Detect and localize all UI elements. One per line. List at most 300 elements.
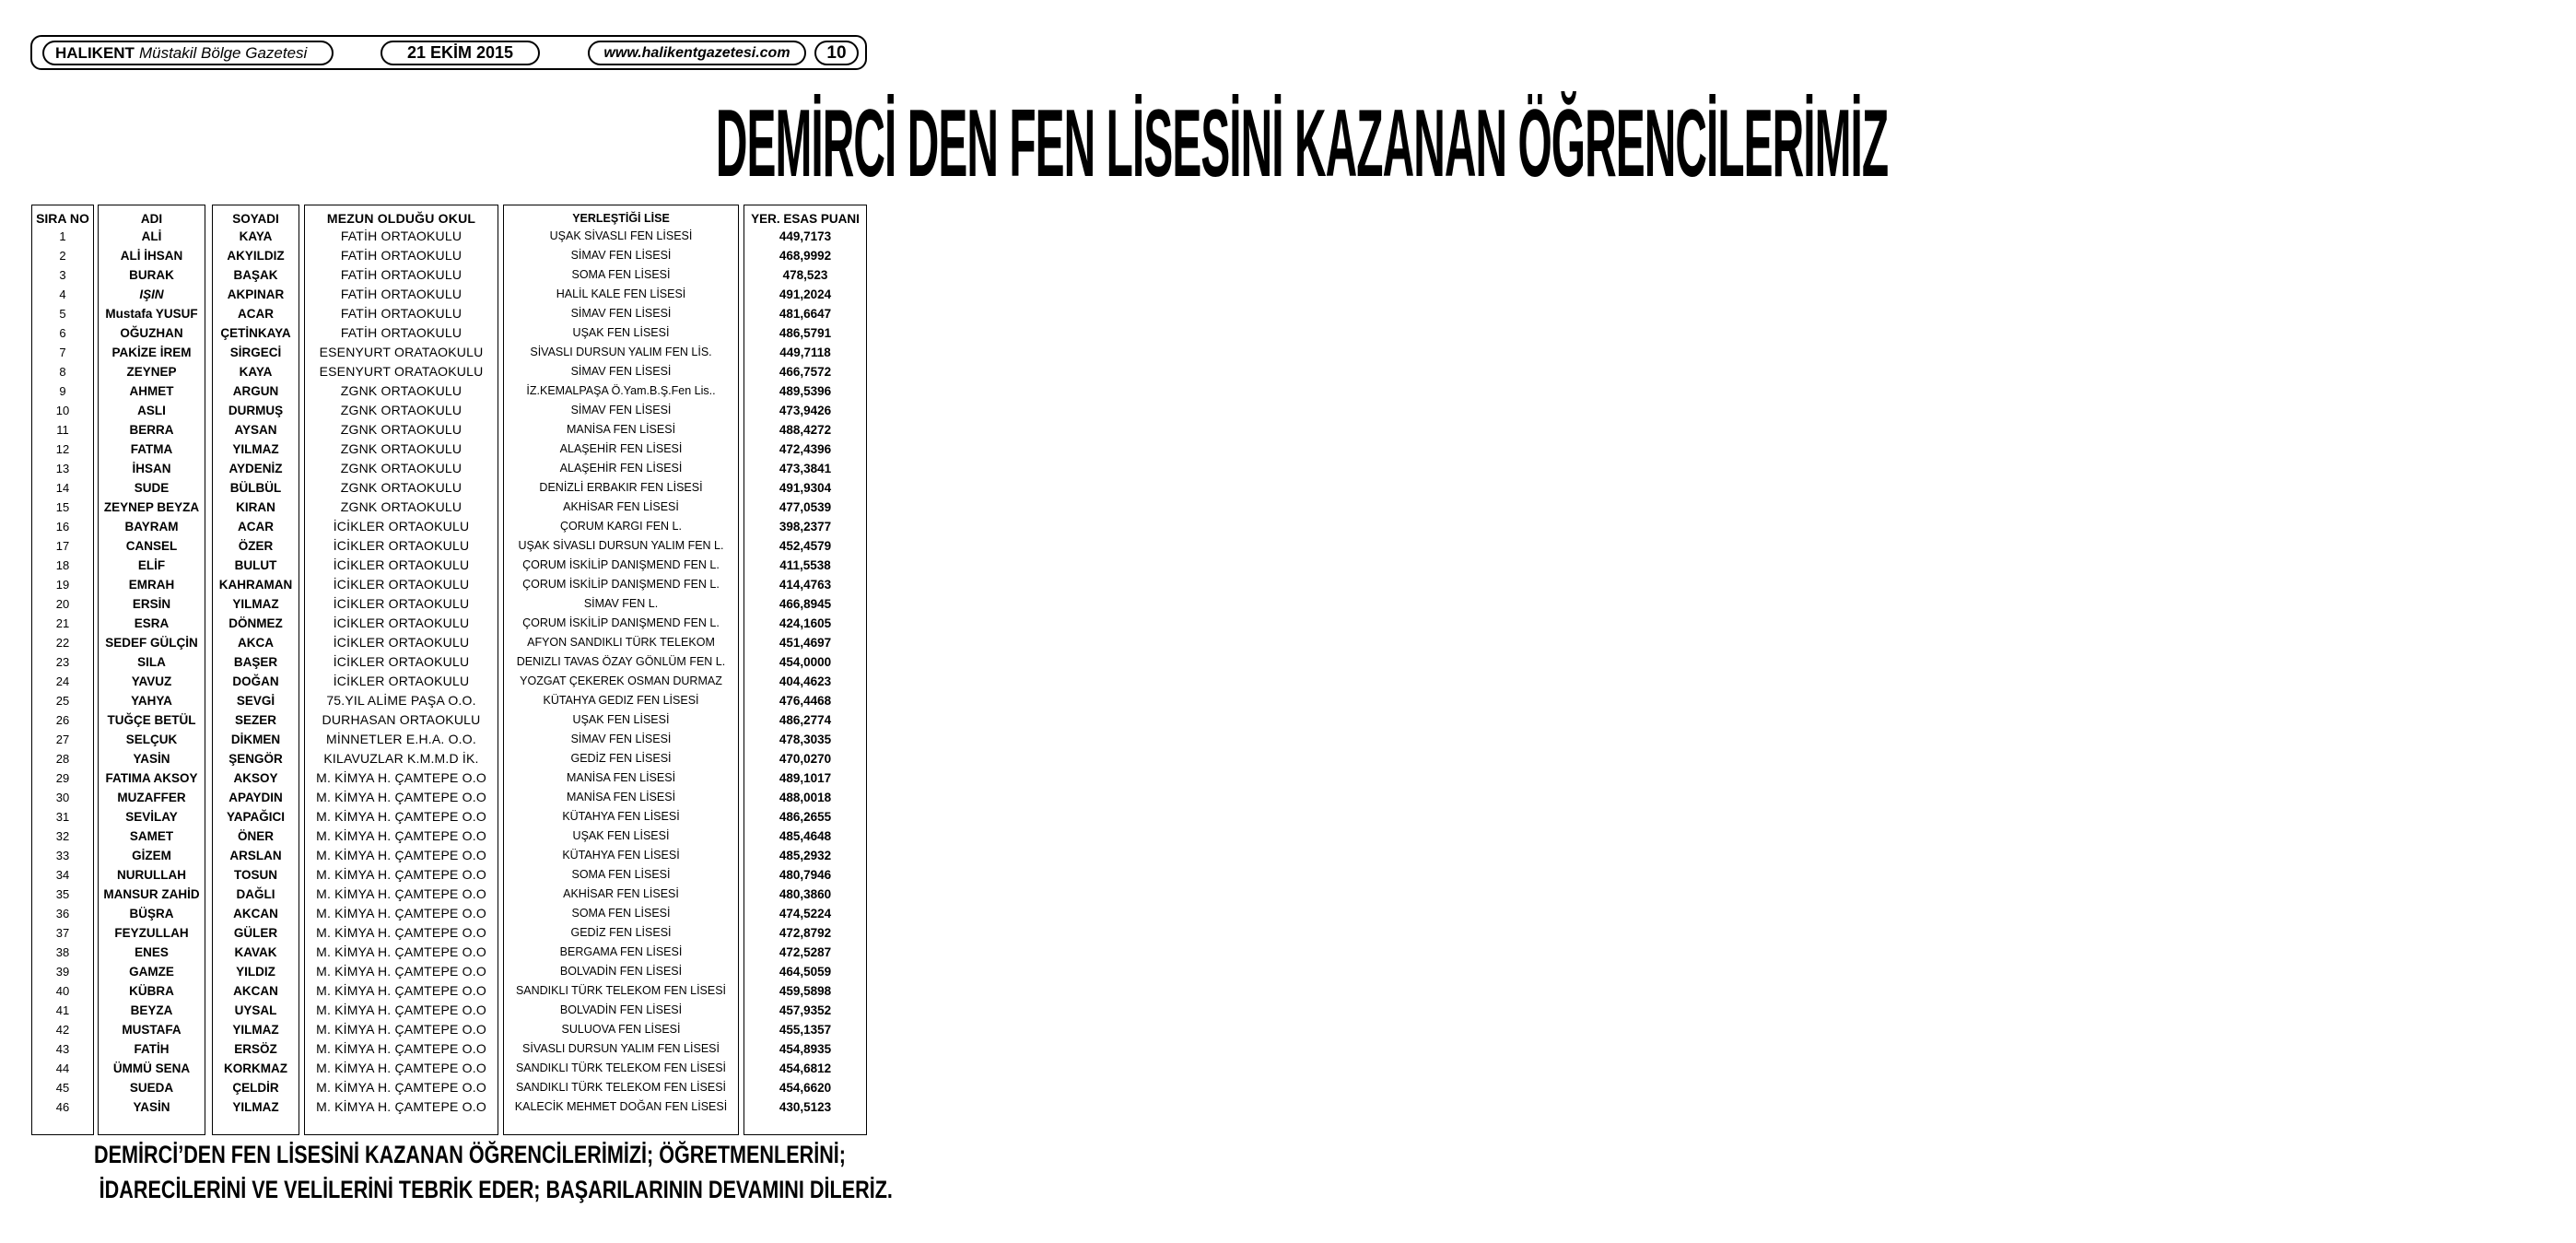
- cell-mezun-okul: ZGNK ORTAOKULU: [340, 383, 463, 398]
- cell-yerlestigi-lise: UŞAK FEN LİSESİ: [572, 829, 670, 842]
- cell-esas-puan: 485,4648: [779, 829, 832, 843]
- cell-sira-no: 18: [55, 558, 70, 572]
- cell-adi: MUZAFFER: [117, 791, 186, 804]
- cell-adi: ESRA: [134, 616, 170, 630]
- cell-adi: ELİF: [137, 558, 166, 572]
- column-esas-puan: [744, 205, 867, 1135]
- cell-esas-puan: 488,0018: [779, 791, 832, 804]
- cell-esas-puan: 470,0270: [779, 752, 832, 766]
- page-number: 10: [814, 41, 859, 65]
- cell-soyadi: AKCAN: [233, 907, 278, 921]
- cell-esas-puan: 485,2932: [779, 849, 832, 862]
- cell-sira-no: 40: [55, 984, 70, 998]
- cell-yerlestigi-lise: SOMA FEN LİSESİ: [571, 868, 671, 881]
- cell-sira-no: 21: [55, 616, 70, 630]
- cell-yerlestigi-lise: KÜTAHYA GEDIZ FEN LİSESİ: [543, 694, 699, 707]
- cell-yerlestigi-lise: ÇORUM İSKİLİP DANIŞMEND FEN L.: [522, 616, 720, 629]
- cell-esas-puan: 473,9426: [779, 404, 832, 417]
- cell-mezun-okul: ESENYURT ORATAOKULU: [319, 364, 484, 379]
- cell-sira-no: 29: [55, 771, 70, 785]
- cell-yerlestigi-lise: KÜTAHYA FEN LİSESİ: [562, 849, 680, 862]
- cell-adi: EMRAH: [128, 578, 175, 592]
- cell-soyadi: ÇETİNKAYA: [220, 326, 291, 340]
- cell-soyadi: APAYDIN: [228, 791, 283, 804]
- cell-adi: SAMET: [129, 829, 174, 843]
- cell-yerlestigi-lise: SİMAV FEN LİSESİ: [570, 733, 672, 745]
- cell-esas-puan: 414,4763: [779, 578, 832, 592]
- cell-soyadi: DOĞAN: [232, 674, 279, 688]
- cell-mezun-okul: M. KİMYA H. ÇAMTEPE O.O: [316, 809, 486, 824]
- cell-soyadi: TOSUN: [233, 868, 277, 882]
- cell-mezun-okul: MİNNETLER E.H.A. O.O.: [326, 732, 476, 746]
- cell-esas-puan: 472,5287: [779, 945, 832, 959]
- cell-mezun-okul: M. KİMYA H. ÇAMTEPE O.O: [316, 1099, 486, 1114]
- cell-sira-no: 8: [59, 365, 66, 379]
- cell-adi: MANSUR ZAHİD: [103, 887, 200, 901]
- cell-sira-no: 41: [55, 1003, 70, 1017]
- cell-esas-puan: 454,8935: [779, 1042, 832, 1056]
- header-yerlestigi-lise: YERLEŞTİĞİ LİSE: [572, 212, 670, 225]
- cell-adi: YAHYA: [131, 694, 172, 708]
- cell-esas-puan: 449,7173: [779, 229, 832, 243]
- cell-mezun-okul: FATİH ORTAOKULU: [340, 325, 463, 340]
- cell-sira-no: 17: [55, 539, 70, 553]
- cell-sira-no: 11: [56, 423, 69, 437]
- cell-sira-no: 37: [55, 926, 70, 940]
- cell-yerlestigi-lise: YOZGAT ÇEKEREK OSMAN DURMAZ: [520, 674, 722, 687]
- cell-mezun-okul: FATİH ORTAOKULU: [340, 248, 463, 263]
- cell-esas-puan: 472,4396: [779, 442, 832, 456]
- cell-yerlestigi-lise: BOLVADİN FEN LİSESİ: [559, 1003, 683, 1016]
- cell-soyadi: GÜLER: [233, 926, 278, 940]
- cell-esas-puan: 491,9304: [779, 481, 832, 495]
- cell-adi: BERRA: [129, 423, 174, 437]
- cell-sira-no: 38: [55, 945, 70, 959]
- column-yerlestigi-lise: [503, 205, 739, 1135]
- cell-soyadi: KAYA: [239, 229, 273, 243]
- cell-adi: KÜBRA: [129, 984, 174, 998]
- cell-mezun-okul: M. KİMYA H. ÇAMTEPE O.O: [316, 1061, 486, 1075]
- cell-sira-no: 2: [59, 249, 66, 263]
- cell-yerlestigi-lise: DENİZLİ ERBAKIR FEN LİSESİ: [539, 481, 703, 494]
- cell-soyadi: ŞENGÖR: [228, 752, 283, 766]
- cell-esas-puan: 411,5538: [779, 558, 831, 572]
- cell-mezun-okul: İCİKLER ORTAOKULU: [333, 557, 470, 572]
- cell-esas-puan: 464,5059: [779, 965, 832, 979]
- cell-sira-no: 10: [55, 404, 70, 417]
- cell-soyadi: AKSOY: [233, 771, 278, 785]
- cell-sira-no: 31: [55, 810, 70, 824]
- header-adi: ADI: [140, 212, 163, 226]
- cell-adi: FATIMA AKSOY: [105, 771, 198, 785]
- cell-esas-puan: 488,4272: [779, 423, 832, 437]
- cell-adi: BURAK: [129, 268, 174, 282]
- cell-yerlestigi-lise: ÇORUM İSKİLİP DANIŞMEND FEN L.: [522, 558, 720, 571]
- cell-soyadi: SİRGECİ: [229, 346, 282, 359]
- cell-soyadi: YILMAZ: [232, 597, 279, 611]
- cell-yerlestigi-lise: SİVASLI DURSUN YALIM FEN LİS.: [530, 346, 712, 358]
- cell-esas-puan: 491,2024: [779, 287, 832, 301]
- cell-sira-no: 24: [55, 674, 70, 688]
- cell-yerlestigi-lise: GEDİZ FEN LİSESİ: [570, 926, 672, 939]
- cell-sira-no: 6: [59, 326, 66, 340]
- cell-mezun-okul: KILAVUZLAR K.M.M.D İK.: [323, 751, 479, 766]
- cell-sira-no: 15: [55, 500, 70, 514]
- cell-adi: MUSTAFA: [122, 1023, 181, 1037]
- cell-soyadi: AKCA: [238, 636, 274, 650]
- cell-sira-no: 27: [55, 733, 70, 746]
- cell-soyadi: SEZER: [234, 713, 276, 727]
- cell-yerlestigi-lise: ALAŞEHİR FEN LİSESİ: [559, 442, 683, 455]
- cell-sira-no: 1: [59, 229, 66, 243]
- cell-adi: OĞUZHAN: [120, 326, 183, 340]
- cell-sira-no: 5: [59, 307, 66, 321]
- newspaper-name-subtitle: Müstakil Bölge Gazetesi: [138, 43, 308, 62]
- cell-mezun-okul: M. KİMYA H. ÇAMTEPE O.O: [316, 983, 486, 998]
- cell-mezun-okul: FATİH ORTAOKULU: [340, 229, 463, 243]
- cell-soyadi: AKYILDIZ: [227, 249, 285, 263]
- cell-mezun-okul: FATİH ORTAOKULU: [340, 287, 463, 301]
- cell-mezun-okul: FATİH ORTAOKULU: [340, 306, 463, 321]
- cell-adi: FATİH: [134, 1042, 170, 1056]
- cell-soyadi: DİKMEN: [230, 733, 281, 746]
- cell-yerlestigi-lise: MANİSA FEN LİSESİ: [566, 791, 676, 803]
- cell-sira-no: 23: [55, 655, 70, 669]
- column-adi: [98, 205, 205, 1135]
- cell-yerlestigi-lise: UŞAK FEN LİSESİ: [572, 326, 670, 339]
- cell-yerlestigi-lise: SİMAV FEN LİSESİ: [570, 249, 672, 262]
- cell-esas-puan: 486,5791: [779, 326, 832, 340]
- issue-date: 21 EKİM 2015: [381, 41, 540, 65]
- cell-sira-no: 46: [55, 1100, 70, 1114]
- cell-esas-puan: 486,2655: [779, 810, 832, 824]
- cell-yerlestigi-lise: ÇORUM KARGI FEN L.: [560, 520, 682, 533]
- cell-adi: ZEYNEP: [126, 365, 177, 379]
- cell-adi: SILA: [137, 655, 166, 669]
- cell-soyadi: BULUT: [234, 558, 277, 572]
- cell-sira-no: 36: [55, 907, 70, 921]
- cell-soyadi: BAŞER: [233, 655, 278, 669]
- footer-line-2-text: İDARECİLERİNİ VE VELİLERİNİ TEBRİK EDER; BAŞARILARININ DEVAMINI DİLERİZ.: [99, 1176, 893, 1203]
- cell-sira-no: 26: [55, 713, 70, 727]
- cell-mezun-okul: M. KİMYA H. ÇAMTEPE O.O: [316, 770, 486, 785]
- cell-soyadi: KAYA: [239, 365, 273, 379]
- cell-soyadi: SEVGİ: [236, 694, 275, 708]
- cell-adi: YASİN: [133, 1100, 170, 1114]
- cell-mezun-okul: M. KİMYA H. ÇAMTEPE O.O: [316, 906, 486, 921]
- cell-sira-no: 4: [59, 287, 66, 301]
- cell-yerlestigi-lise: İZ.KEMALPAŞA Ö.Yam.B.Ş.Fen Lis..: [526, 384, 716, 397]
- cell-yerlestigi-lise: GEDİZ FEN LİSESİ: [570, 752, 672, 765]
- cell-esas-puan: 480,7946: [779, 868, 832, 882]
- cell-sira-no: 32: [55, 829, 70, 843]
- cell-esas-puan: 451,4697: [779, 636, 832, 650]
- cell-mezun-okul: İCİKLER ORTAOKULU: [333, 519, 470, 534]
- cell-sira-no: 20: [55, 597, 70, 611]
- cell-sira-no: 16: [55, 520, 70, 534]
- cell-adi: Mustafa YUSUF: [105, 307, 198, 321]
- cell-yerlestigi-lise: SİMAV FEN LİSESİ: [570, 307, 672, 320]
- cell-soyadi: YILDIZ: [236, 965, 275, 979]
- cell-soyadi: ÖNER: [237, 829, 274, 843]
- cell-esas-puan: 472,8792: [779, 926, 832, 940]
- cell-mezun-okul: ZGNK ORTAOKULU: [340, 422, 463, 437]
- column-sira-no: [31, 205, 94, 1135]
- cell-soyadi: DAĞLI: [236, 887, 275, 901]
- cell-sira-no: 28: [55, 752, 70, 766]
- cell-adi: SUEDA: [129, 1081, 174, 1095]
- cell-mezun-okul: İCİKLER ORTAOKULU: [333, 674, 470, 688]
- cell-esas-puan: 468,9992: [779, 249, 832, 263]
- cell-soyadi: UYSAL: [234, 1003, 277, 1017]
- cell-mezun-okul: M. KİMYA H. ÇAMTEPE O.O: [316, 1041, 486, 1056]
- cell-soyadi: AYSAN: [234, 423, 277, 437]
- cell-sira-no: 33: [55, 849, 70, 862]
- cell-esas-puan: 466,8945: [779, 597, 832, 611]
- header-sira-no: SIRA NO: [36, 211, 89, 226]
- cell-soyadi: KAVAK: [234, 945, 277, 959]
- cell-mezun-okul: ESENYURT ORATAOKULU: [319, 345, 484, 359]
- cell-esas-puan: 459,5898: [779, 984, 832, 998]
- cell-esas-puan: 489,1017: [779, 771, 832, 785]
- cell-yerlestigi-lise: DENIZLI TAVAS ÖZAY GÖNLÜM FEN L.: [516, 655, 726, 668]
- cell-sira-no: 14: [55, 481, 70, 495]
- cell-yerlestigi-lise: UŞAK SİVASLI FEN LİSESİ: [549, 229, 693, 242]
- cell-mezun-okul: M. KİMYA H. ÇAMTEPE O.O: [316, 790, 486, 804]
- cell-sira-no: 34: [55, 868, 70, 882]
- website-link[interactable]: www.halikentgazetesi.com: [588, 41, 806, 65]
- cell-mezun-okul: İCİKLER ORTAOKULU: [333, 654, 470, 669]
- footer-line-2: [0, 1176, 898, 1204]
- cell-soyadi: YILMAZ: [232, 1100, 279, 1114]
- cell-yerlestigi-lise: ÇORUM İSKİLİP DANIŞMEND FEN L.: [522, 578, 720, 591]
- cell-esas-puan: 478,3035: [779, 733, 832, 746]
- cell-mezun-okul: 75.YIL ALİME PAŞA O.O.: [326, 693, 476, 708]
- cell-yerlestigi-lise: UŞAK FEN LİSESİ: [572, 713, 670, 726]
- cell-soyadi: AKPINAR: [227, 287, 285, 301]
- cell-adi: CANSEL: [125, 539, 178, 553]
- cell-adi: ALİ İHSAN: [120, 249, 183, 263]
- cell-yerlestigi-lise: SOMA FEN LİSESİ: [571, 268, 671, 281]
- cell-sira-no: 7: [59, 346, 66, 359]
- cell-yerlestigi-lise: MANİSA FEN LİSESİ: [566, 423, 676, 436]
- cell-soyadi: AKCAN: [233, 984, 278, 998]
- cell-adi: GAMZE: [129, 965, 174, 979]
- cell-esas-puan: 478,523: [782, 268, 828, 282]
- cell-esas-puan: 489,5396: [779, 384, 832, 398]
- cell-soyadi: ACAR: [238, 520, 274, 534]
- cell-soyadi: KAHRAMAN: [218, 578, 293, 592]
- cell-sira-no: 35: [55, 887, 70, 901]
- cell-adi: AHMET: [129, 384, 174, 398]
- cell-soyadi: YILMAZ: [232, 442, 279, 456]
- cell-adi: BÜŞRA: [129, 907, 174, 921]
- cell-adi: BEYZA: [130, 1003, 173, 1017]
- cell-mezun-okul: İCİKLER ORTAOKULU: [333, 596, 470, 611]
- cell-sira-no: 43: [55, 1042, 70, 1056]
- header-esas-puan: YER. ESAS PUANI: [751, 212, 860, 226]
- cell-yerlestigi-lise: AKHİSAR FEN LİSESİ: [563, 500, 679, 513]
- cell-soyadi: ARSLAN: [229, 849, 282, 862]
- cell-mezun-okul: ZGNK ORTAOKULU: [340, 441, 463, 456]
- cell-mezun-okul: İCİKLER ORTAOKULU: [333, 635, 470, 650]
- cell-adi: GİZEM: [132, 849, 171, 862]
- cell-soyadi: ACAR: [238, 307, 274, 321]
- footer-line-1-text: DEMİRCİ’DEN FEN LİSESİNİ KAZANAN ÖĞRENCİLERİMİZİ; ÖĞRETMENLERİNİ;: [94, 1141, 847, 1168]
- cell-esas-puan: 457,9352: [779, 1003, 832, 1017]
- cell-adi: IŞIN: [139, 287, 164, 301]
- headline: [28, 90, 1889, 197]
- cell-adi: SUDE: [134, 481, 170, 495]
- cell-adi: ZEYNEP BEYZA: [103, 500, 200, 514]
- cell-yerlestigi-lise: SANDIKLI TÜRK TELEKOM FEN LİSESİ: [515, 1061, 727, 1074]
- cell-esas-puan: 449,7118: [779, 346, 831, 359]
- cell-adi: ÜMMÜ SENA: [112, 1061, 191, 1075]
- cell-adi: YAVUZ: [131, 674, 172, 688]
- cell-mezun-okul: M. KİMYA H. ÇAMTEPE O.O: [316, 848, 486, 862]
- cell-adi: SEDEF GÜLÇİN: [105, 636, 198, 650]
- cell-esas-puan: 398,2377: [779, 520, 832, 534]
- cell-yerlestigi-lise: SULUOVA FEN LİSESİ: [561, 1023, 681, 1036]
- column-soyadi: [212, 205, 299, 1135]
- cell-yerlestigi-lise: HALİL KALE FEN LİSESİ: [556, 287, 686, 300]
- cell-mezun-okul: ZGNK ORTAOKULU: [340, 499, 463, 514]
- cell-esas-puan: 486,2774: [779, 713, 832, 727]
- cell-mezun-okul: DURHASAN ORTAOKULU: [322, 712, 481, 727]
- cell-adi: ENES: [135, 945, 169, 959]
- cell-yerlestigi-lise: ALAŞEHİR FEN LİSESİ: [559, 462, 683, 475]
- cell-soyadi: YAPAĞICI: [226, 810, 286, 824]
- cell-adi: ALİ: [141, 229, 162, 243]
- cell-sira-no: 25: [55, 694, 70, 708]
- cell-yerlestigi-lise: UŞAK SİVASLI DURSUN YALIM FEN L.: [518, 539, 724, 552]
- cell-esas-puan: 476,4468: [779, 694, 832, 708]
- cell-sira-no: 9: [59, 384, 66, 398]
- cell-yerlestigi-lise: AFYON SANDIKLI TÜRK TELEKOM: [527, 636, 715, 649]
- cell-esas-puan: 466,7572: [779, 365, 832, 379]
- cell-mezun-okul: M. KİMYA H. ÇAMTEPE O.O: [316, 944, 486, 959]
- cell-soyadi: ÖZER: [238, 539, 274, 553]
- cell-sira-no: 30: [55, 791, 70, 804]
- cell-soyadi: KORKMAZ: [224, 1061, 287, 1075]
- cell-mezun-okul: M. KİMYA H. ÇAMTEPE O.O: [316, 1022, 486, 1037]
- cell-yerlestigi-lise: BERGAMA FEN LİSESİ: [559, 945, 683, 958]
- cell-sira-no: 45: [55, 1081, 70, 1095]
- cell-esas-puan: 454,0000: [779, 655, 832, 669]
- cell-sira-no: 42: [55, 1023, 70, 1037]
- cell-adi: PAKİZE İREM: [111, 346, 192, 359]
- cell-yerlestigi-lise: SİMAV FEN L.: [583, 597, 659, 610]
- cell-mezun-okul: İCİKLER ORTAOKULU: [333, 616, 470, 630]
- cell-sira-no: 3: [59, 268, 66, 282]
- cell-adi: TUĞÇE BETÜL: [107, 713, 196, 727]
- cell-esas-puan: 455,1357: [779, 1023, 832, 1037]
- column-mezun-okul: [304, 205, 498, 1135]
- newspaper-name-bold: HALIKENT: [55, 43, 135, 62]
- cell-adi: ERSİN: [132, 597, 171, 611]
- cell-sira-no: 19: [55, 578, 70, 592]
- cell-sira-no: 39: [55, 965, 70, 979]
- cell-esas-puan: 481,6647: [779, 307, 832, 321]
- cell-mezun-okul: M. KİMYA H. ÇAMTEPE O.O: [316, 964, 486, 979]
- cell-soyadi: ERSÖZ: [234, 1042, 277, 1056]
- cell-esas-puan: 404,4623: [779, 674, 832, 688]
- header-soyadi: SOYADI: [232, 212, 279, 226]
- cell-soyadi: ARGUN: [232, 384, 279, 398]
- cell-esas-puan: 454,6812: [779, 1061, 832, 1075]
- cell-esas-puan: 474,5224: [779, 907, 832, 921]
- cell-mezun-okul: M. KİMYA H. ÇAMTEPE O.O: [316, 1003, 486, 1017]
- cell-yerlestigi-lise: SİMAV FEN LİSESİ: [570, 365, 672, 378]
- cell-mezun-okul: ZGNK ORTAOKULU: [340, 403, 463, 417]
- cell-mezun-okul: ZGNK ORTAOKULU: [340, 480, 463, 495]
- cell-mezun-okul: M. KİMYA H. ÇAMTEPE O.O: [316, 925, 486, 940]
- cell-soyadi: KIRAN: [236, 500, 275, 514]
- cell-mezun-okul: M. KİMYA H. ÇAMTEPE O.O: [316, 828, 486, 843]
- footer-line-1: [0, 1141, 898, 1169]
- cell-yerlestigi-lise: BOLVADİN FEN LİSESİ: [559, 965, 683, 978]
- cell-adi: YASİN: [133, 752, 170, 766]
- cell-yerlestigi-lise: SOMA FEN LİSESİ: [571, 907, 671, 920]
- cell-yerlestigi-lise: SANDIKLI TÜRK TELEKOM FEN LİSESİ: [515, 1081, 727, 1094]
- cell-esas-puan: 452,4579: [779, 539, 832, 553]
- cell-mezun-okul: M. KİMYA H. ÇAMTEPE O.O: [316, 867, 486, 882]
- cell-adi: SELÇUK: [125, 733, 178, 746]
- cell-soyadi: DÖNMEZ: [228, 616, 283, 630]
- cell-yerlestigi-lise: SANDIKLI TÜRK TELEKOM FEN LİSESİ: [515, 984, 727, 997]
- newspaper-name: [42, 41, 334, 65]
- cell-mezun-okul: M. KİMYA H. ÇAMTEPE O.O: [316, 886, 486, 901]
- cell-esas-puan: 454,6620: [779, 1081, 832, 1095]
- cell-mezun-okul: M. KİMYA H. ÇAMTEPE O.O: [316, 1080, 486, 1095]
- cell-yerlestigi-lise: SİVASLI DURSUN YALIM FEN LİSESİ: [522, 1042, 720, 1055]
- cell-esas-puan: 473,3841: [779, 462, 832, 475]
- cell-adi: İHSAN: [132, 462, 171, 475]
- cell-sira-no: 12: [55, 442, 70, 456]
- cell-soyadi: BAŞAK: [233, 268, 278, 282]
- cell-mezun-okul: İCİKLER ORTAOKULU: [333, 538, 470, 553]
- cell-mezun-okul: ZGNK ORTAOKULU: [340, 461, 463, 475]
- cell-adi: ASLI: [137, 404, 166, 417]
- cell-soyadi: DURMUŞ: [228, 404, 284, 417]
- cell-yerlestigi-lise: KALECİK MEHMET DOĞAN FEN LİSESİ: [514, 1100, 728, 1113]
- cell-esas-puan: 480,3860: [779, 887, 832, 901]
- cell-yerlestigi-lise: KÜTAHYA FEN LİSESİ: [562, 810, 680, 823]
- cell-esas-puan: 477,0539: [779, 500, 832, 514]
- cell-mezun-okul: FATİH ORTAOKULU: [340, 267, 463, 282]
- cell-adi: FEYZULLAH: [114, 926, 189, 940]
- cell-soyadi: BÜLBÜL: [229, 481, 282, 495]
- cell-adi: SEVİLAY: [125, 810, 178, 824]
- cell-yerlestigi-lise: SİMAV FEN LİSESİ: [570, 404, 672, 416]
- cell-esas-puan: 430,5123: [779, 1100, 832, 1114]
- cell-yerlestigi-lise: AKHİSAR FEN LİSESİ: [563, 887, 679, 900]
- cell-sira-no: 22: [55, 636, 70, 650]
- cell-soyadi: ÇELDİR: [232, 1081, 279, 1095]
- cell-soyadi: AYDENİZ: [228, 462, 283, 475]
- cell-sira-no: 44: [55, 1061, 70, 1075]
- headline-text: DEMİRCİ DEN FEN LİSESİNİ KAZANAN ÖĞRENCİLERİMİZ: [715, 90, 1889, 197]
- cell-adi: FATMA: [130, 442, 173, 456]
- cell-sira-no: 13: [55, 462, 70, 475]
- cell-yerlestigi-lise: MANİSA FEN LİSESİ: [566, 771, 676, 784]
- cell-mezun-okul: İCİKLER ORTAOKULU: [333, 577, 470, 592]
- cell-adi: NURULLAH: [117, 868, 186, 882]
- header-mezun-okul: MEZUN OLDUĞU OKUL: [326, 211, 476, 226]
- cell-soyadi: YILMAZ: [232, 1023, 279, 1037]
- cell-esas-puan: 424,1605: [779, 616, 832, 630]
- cell-adi: BAYRAM: [124, 520, 179, 534]
